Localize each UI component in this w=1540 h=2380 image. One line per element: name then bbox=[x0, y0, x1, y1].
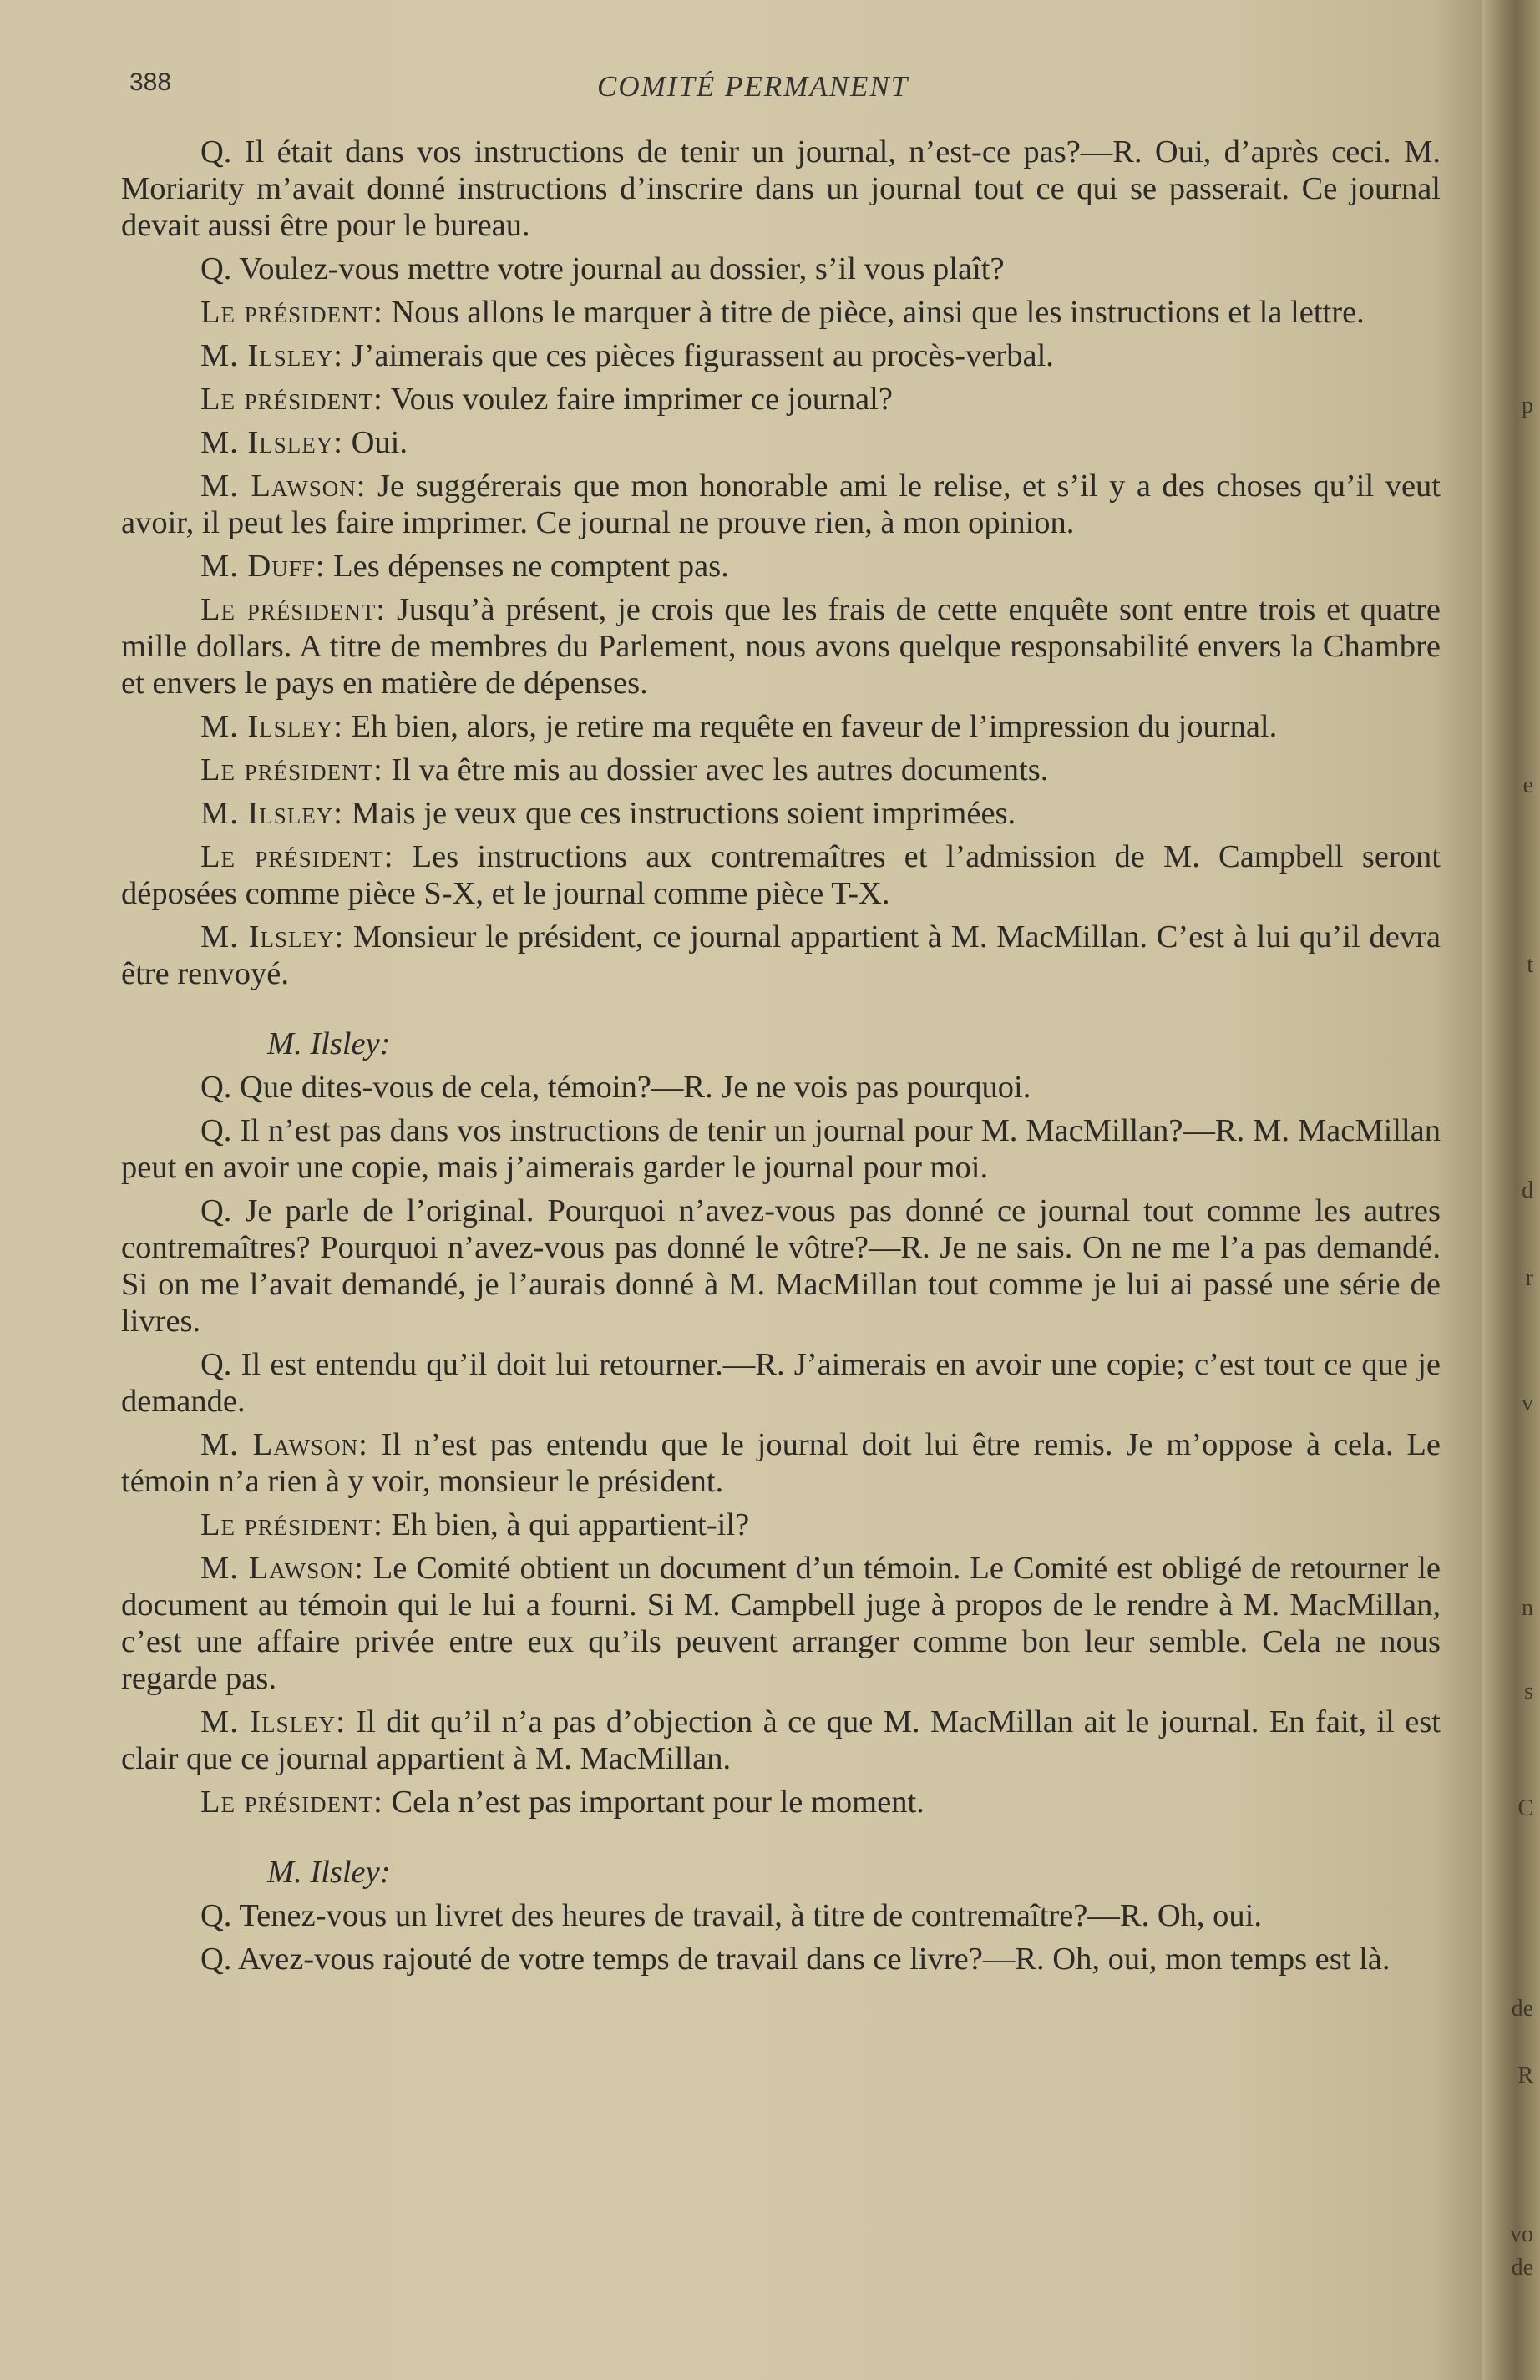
speaker-name: M. Ilsley: bbox=[200, 1704, 346, 1739]
transcript-paragraph bbox=[121, 381, 1441, 418]
speaker-name: M. Lawson: bbox=[200, 1551, 364, 1586]
speaker-name: Le président: bbox=[200, 1507, 383, 1542]
transcript-paragraph bbox=[121, 1069, 1441, 1106]
margin-letter: R bbox=[1517, 2063, 1533, 2089]
paragraph-text: Les dépenses ne comptent pas. bbox=[333, 549, 729, 584]
speaker-name: Le président: bbox=[200, 1785, 383, 1820]
paragraph-text: Mais je veux que ces instructions soient imprimées. bbox=[351, 796, 1016, 831]
margin-letter: r bbox=[1525, 1265, 1533, 1291]
paragraph-text: Je suggérerais que mon honorable ami le relise, et s’il y a des choses qu’il veut avoir, il peut les faire imprimer. Ce journal ne prouve rien, à mon opinion. bbox=[121, 468, 1441, 540]
margin-letter: de bbox=[1511, 1996, 1533, 2022]
margin-letter: v bbox=[1522, 1390, 1533, 1416]
section-heading: M. Ilsley: bbox=[267, 1855, 391, 1890]
paragraph-text: Il va être mis au dossier avec les autres documents. bbox=[391, 752, 1049, 787]
transcript-paragraph bbox=[121, 1112, 1441, 1186]
paragraph-text: Jusqu’à présent, je crois que les frais de cette enquête sont entre trois et quatre mille dollars. A titre de membres du Parlement, nous avons quelque responsabilité envers la Chambre et envers le pays en matière de dépenses. bbox=[121, 592, 1441, 701]
speaker-name: Le président: bbox=[200, 295, 383, 330]
margin-letter: C bbox=[1517, 1795, 1533, 1821]
paragraph-text: Q. Que dites-vous de cela, témoin?—R. Je ne vois pas pourquoi. bbox=[200, 1070, 1031, 1105]
transcript-paragraph bbox=[121, 337, 1441, 374]
speaker-name: M. Duff: bbox=[200, 549, 326, 584]
speaker-name: Le président: bbox=[200, 382, 383, 417]
transcript-paragraph bbox=[121, 424, 1441, 461]
transcript-paragraph bbox=[121, 1784, 1441, 1820]
transcript-paragraph bbox=[121, 1704, 1441, 1777]
paragraph-text: Q. Il est entendu qu’il doit lui retourner.—R. J’aimerais en avoir une copie; c’est tout ce que je demande. bbox=[121, 1347, 1441, 1419]
margin-letter: t bbox=[1527, 952, 1533, 978]
paragraph-text: Q. Il était dans vos instructions de tenir un journal, n’est-ce pas?—R. Oui, d’après ceci. M. Moriarity m’avait donné instructions d’inscrire dans un journal tout ce qui se passerait. Ce journal devait aussi être pour le bureau. bbox=[121, 134, 1441, 243]
margin-letter: d bbox=[1522, 1177, 1533, 1203]
margin-letter: s bbox=[1524, 1679, 1533, 1704]
paragraph-text: Eh bien, à qui appartient-il? bbox=[391, 1507, 750, 1542]
transcript-paragraph bbox=[121, 1426, 1441, 1500]
paragraph-text: Les instructions aux contremaîtres et l’admission de M. Campbell seront déposées comme pièce S-X, et le journal comme pièce T-X. bbox=[121, 839, 1441, 911]
speaker-name: M. Lawson: bbox=[200, 468, 367, 504]
margin-letter: p bbox=[1522, 392, 1533, 418]
paragraph-text: Eh bien, alors, je retire ma requête en faveur de l’impression du journal. bbox=[351, 709, 1278, 744]
paragraph-text: Q. Tenez-vous un livret des heures de travail, à titre de contremaître?—R. Oh, oui. bbox=[200, 1898, 1262, 1933]
transcript-paragraph bbox=[121, 1193, 1441, 1339]
paragraph-text: Cela n’est pas important pour le moment. bbox=[391, 1785, 925, 1820]
transcript-paragraph bbox=[121, 1506, 1441, 1543]
paragraph-text: Q. Voulez-vous mettre votre journal au dossier, s’il vous plaît? bbox=[200, 251, 1005, 286]
speaker-name: M. Ilsley: bbox=[200, 796, 343, 831]
paragraph-text: Oui. bbox=[351, 425, 408, 460]
transcript-paragraph bbox=[121, 468, 1441, 541]
transcript-paragraph bbox=[121, 591, 1441, 701]
speaker-name: M. Ilsley: bbox=[200, 425, 343, 460]
transcript-paragraph bbox=[121, 548, 1441, 585]
transcript-paragraph bbox=[121, 838, 1441, 912]
page-header bbox=[129, 68, 1449, 110]
speaker-name: M. Ilsley: bbox=[200, 919, 345, 955]
margin-letter: de bbox=[1511, 2255, 1533, 2281]
transcript-paragraph bbox=[121, 795, 1441, 832]
transcript-paragraph bbox=[121, 134, 1441, 244]
speaker-name: Le président: bbox=[200, 752, 383, 787]
transcript-paragraph bbox=[121, 1346, 1441, 1420]
paragraph-text: Nous allons le marquer à titre de pièce, ainsi que les instructions et la lettre. bbox=[391, 295, 1365, 330]
margin-letter: vo bbox=[1510, 2221, 1533, 2247]
paragraph-text: Vous voulez faire imprimer ce journal? bbox=[390, 382, 893, 417]
paragraph-text: Le Comité obtient un document d’un témoin. Le Comité est obligé de retourner le document au témoin qui le lui a fourni. Si M. Campbell juge à propos de le rendre à M. MacMillan, c’est une affaire privée entre eux qu’ils peuvent arranger comme bon leur semble. Cela ne nous regarde pas. bbox=[121, 1551, 1441, 1696]
paragraph-text: J’aimerais que ces pièces figurassent au procès-verbal. bbox=[351, 338, 1054, 373]
transcript-paragraph bbox=[121, 752, 1441, 788]
transcript-paragraph bbox=[121, 1550, 1441, 1697]
speaker-name: M. Ilsley: bbox=[200, 338, 343, 373]
margin-letter: n bbox=[1522, 1595, 1533, 1621]
paragraph-text: Il n’est pas entendu que le journal doit lui être remis. Je m’oppose à cela. Le témoin n’a rien à y voir, monsieur le président. bbox=[121, 1427, 1441, 1499]
transcript-paragraph bbox=[121, 251, 1441, 287]
transcript-paragraph bbox=[121, 708, 1441, 745]
paragraph-text: Q. Je parle de l’original. Pourquoi n’avez-vous pas donné ce journal tout comme les autres contremaîtres? Pourquoi n’avez-vous pas donné le vôtre?—R. Je ne sais. On ne me l’a pas demandé. Si on me l’avait demandé, je l’aurais donné à M. MacMillan tout comme je lui ai passé une série de livres. bbox=[121, 1193, 1441, 1339]
paragraph-text: Q. Il n’est pas dans vos instructions de tenir un journal pour M. MacMillan?—R. M. MacMillan peut en avoir une copie, mais j’aimerais garder le journal pour moi. bbox=[121, 1113, 1441, 1185]
page-number: 388 bbox=[129, 68, 172, 96]
margin-letter: e bbox=[1522, 772, 1533, 798]
speaker-name: Le président: bbox=[200, 839, 394, 874]
speaker-name: M. Ilsley: bbox=[200, 709, 343, 744]
transcript-body bbox=[121, 134, 1441, 1984]
paragraph-text: Il dit qu’il n’a pas d’objection à ce que M. MacMillan ait le journal. En fait, il est clair que ce journal appartient à M. MacMillan. bbox=[121, 1704, 1441, 1776]
section-heading: M. Ilsley: bbox=[267, 1026, 391, 1061]
transcript-paragraph bbox=[121, 1941, 1441, 1977]
transcript-paragraph bbox=[121, 294, 1441, 331]
speaker-name: Le président: bbox=[200, 592, 387, 627]
speaker-name: M. Lawson: bbox=[200, 1427, 368, 1462]
transcript-paragraph bbox=[121, 919, 1441, 992]
facing-page-edge bbox=[1482, 0, 1540, 2380]
paragraph-text: Monsieur le président, ce journal appartient à M. MacMillan. C’est à lui qu’il devra être renvoyé. bbox=[121, 919, 1441, 991]
running-title: COMITÉ PERMANENT bbox=[597, 70, 909, 103]
transcript-paragraph bbox=[121, 1897, 1441, 1934]
paragraph-text: Q. Avez-vous rajouté de votre temps de travail dans ce livre?—R. Oh, oui, mon temps est là. bbox=[200, 1942, 1391, 1977]
